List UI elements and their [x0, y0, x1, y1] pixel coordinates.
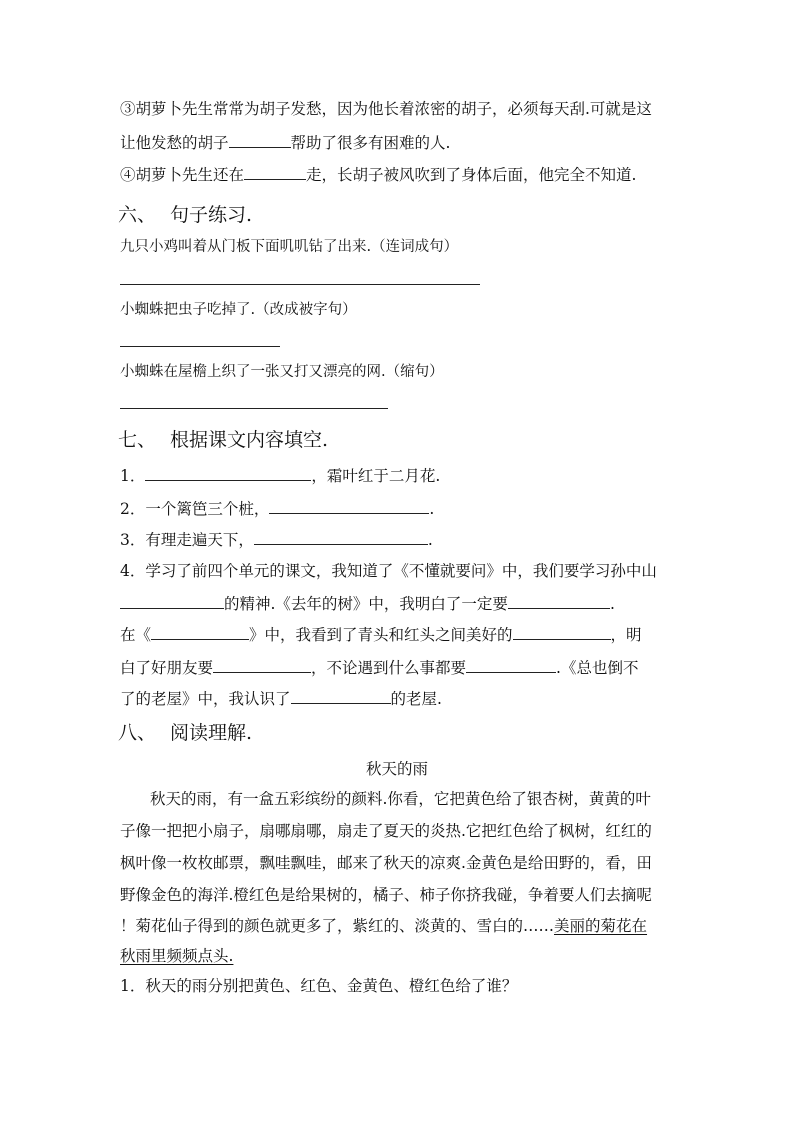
- s7-q4-line3-pre: 在《: [120, 626, 152, 644]
- s5-item4-text-pre: ④胡萝卜先生还在: [120, 166, 245, 184]
- section7-heading: [118, 427, 328, 453]
- s7-q2-end: .: [429, 500, 435, 518]
- passage-line1: 秋天的雨，有一盒五彩缤纷的颜料.你看，它把黄色给了银杏树，黄黄的叶: [150, 790, 651, 808]
- s7-q4-line4-mid: ，不论遇到什么事都要: [311, 659, 467, 677]
- passage-line5: [120, 915, 647, 937]
- s7-q4-line2-text: 的精神.《去年的树》中，我明白了一定要: [224, 595, 508, 613]
- s7-q3-text: 3．有理走遍天下，: [120, 531, 254, 549]
- s7-q1-number: 1．: [120, 467, 146, 485]
- s7-q4-blank2[interactable]: [508, 592, 610, 609]
- section8-heading: [118, 720, 252, 746]
- s7-q4-blank3[interactable]: [151, 623, 249, 640]
- s7-q4-blank5[interactable]: [213, 656, 311, 673]
- s7-q4-line5: [120, 687, 442, 710]
- s7-q1: [120, 464, 440, 487]
- s7-q4-blank4[interactable]: [513, 623, 611, 640]
- passage-title: 秋天的雨: [365, 760, 428, 778]
- s7-q4-line3-mid: 》中，我看到了青头和红头之间美好的: [249, 626, 513, 644]
- s7-q4-line4-end: .《总也倒不: [556, 659, 639, 677]
- s5-item3-line1: ③胡萝卜先生常常为胡子发愁，因为他长着浓密的胡子，必须每天刮.可就是这: [120, 100, 652, 118]
- s7-q4-blank1[interactable]: [120, 592, 224, 609]
- s7-q3-blank[interactable]: [254, 528, 428, 545]
- s5-item3-line2: [120, 131, 450, 154]
- section8-title: 阅读理解.: [170, 722, 253, 744]
- passage-underlined-sentence-part1: 美丽的菊花在: [554, 917, 648, 935]
- section7-title: 根据课文内容填空.: [170, 429, 329, 451]
- s6-q3: 小蜘蛛在屋檐上织了一张又打又漂亮的网.（缩句）: [120, 364, 444, 380]
- s5-item4-text-post: 走，长胡子被风吹到了身体后面，他完全不知道.: [306, 166, 637, 184]
- s7-q1-blank[interactable]: [145, 464, 311, 481]
- s6-q2-answer-line[interactable]: [120, 346, 280, 347]
- section6-number: 六、: [118, 204, 157, 226]
- passage-underlined-sentence-part2: 秋雨里频频点头.: [120, 947, 234, 965]
- passage-line3: 枫叶像一枚枚邮票，飘哇飘哇，邮来了秋天的凉爽.金黄色是给田野的，看，田: [120, 854, 652, 872]
- section6-title: 句子练习.: [170, 204, 253, 226]
- section7-number: 七、: [118, 429, 157, 451]
- s6-q2: 小蜘蛛把虫子吃掉了.（改成被字句）: [120, 302, 357, 318]
- s5-item4-line: [120, 163, 636, 186]
- s7-q2-blank[interactable]: [269, 497, 429, 514]
- s6-q3-answer-line[interactable]: [120, 408, 388, 409]
- s7-q4-line4-pre: 白了好朋友要: [120, 659, 214, 677]
- s6-q1: 九只小鸡叫着从门板下面叽叽钻了出来.（连词成句）: [120, 239, 459, 255]
- s7-q4-line3: [120, 623, 642, 646]
- s7-q4-line5-end: 的老屋.: [390, 690, 442, 708]
- s7-q4-blank7[interactable]: [291, 687, 391, 704]
- s7-q1-text: ，霜叶红于二月花.: [311, 467, 441, 485]
- passage-line2: 子像一把把小扇子，扇哪扇哪，扇走了夏天的炎热.它把红色给了枫树，红红的: [120, 822, 652, 840]
- s7-q3: [120, 528, 433, 551]
- s7-q4-line4: [120, 656, 638, 679]
- passage-line6: [120, 945, 233, 967]
- passage-line5-text: ！菊花仙子得到的颜色就更多了，紫红的、淡黄的、雪白的……: [120, 917, 555, 935]
- s5-item3-text-post: 帮助了很多有困难的人.: [290, 134, 451, 152]
- s7-q4-line2-end: .: [609, 595, 615, 613]
- s7-q4-line1: 4．学习了前四个单元的课文，我知道了《不懂就要问》中，我们要学习孙中山: [120, 562, 657, 580]
- s7-q4-blank6[interactable]: [466, 656, 556, 673]
- section8-number: 八、: [118, 722, 157, 744]
- s8-q1: 1．秋天的雨分别把黄色、红色、金黄色、橙红色给了谁？: [120, 977, 518, 995]
- s5-item3-text-pre: 让他发愁的胡子: [120, 134, 229, 152]
- s7-q4-line3-end: ，明: [610, 626, 642, 644]
- s7-q3-end: .: [427, 531, 433, 549]
- s5-item3-blank[interactable]: [229, 131, 291, 148]
- passage-line4: 野像金色的海洋.橙红色是给果树的，橘子、柿子你挤我碰，争着要人们去摘呢: [120, 886, 652, 904]
- section6-heading: [118, 202, 252, 228]
- s6-q1-answer-line[interactable]: [120, 284, 480, 285]
- s5-item4-blank[interactable]: [244, 163, 306, 180]
- s7-q4-line2: [120, 592, 615, 615]
- s7-q4-line5-pre: 了的老屋》中，我认识了: [120, 690, 291, 708]
- s7-q2: [120, 497, 434, 520]
- s7-q2-text: 2．一个篱笆三个桩，: [120, 500, 270, 518]
